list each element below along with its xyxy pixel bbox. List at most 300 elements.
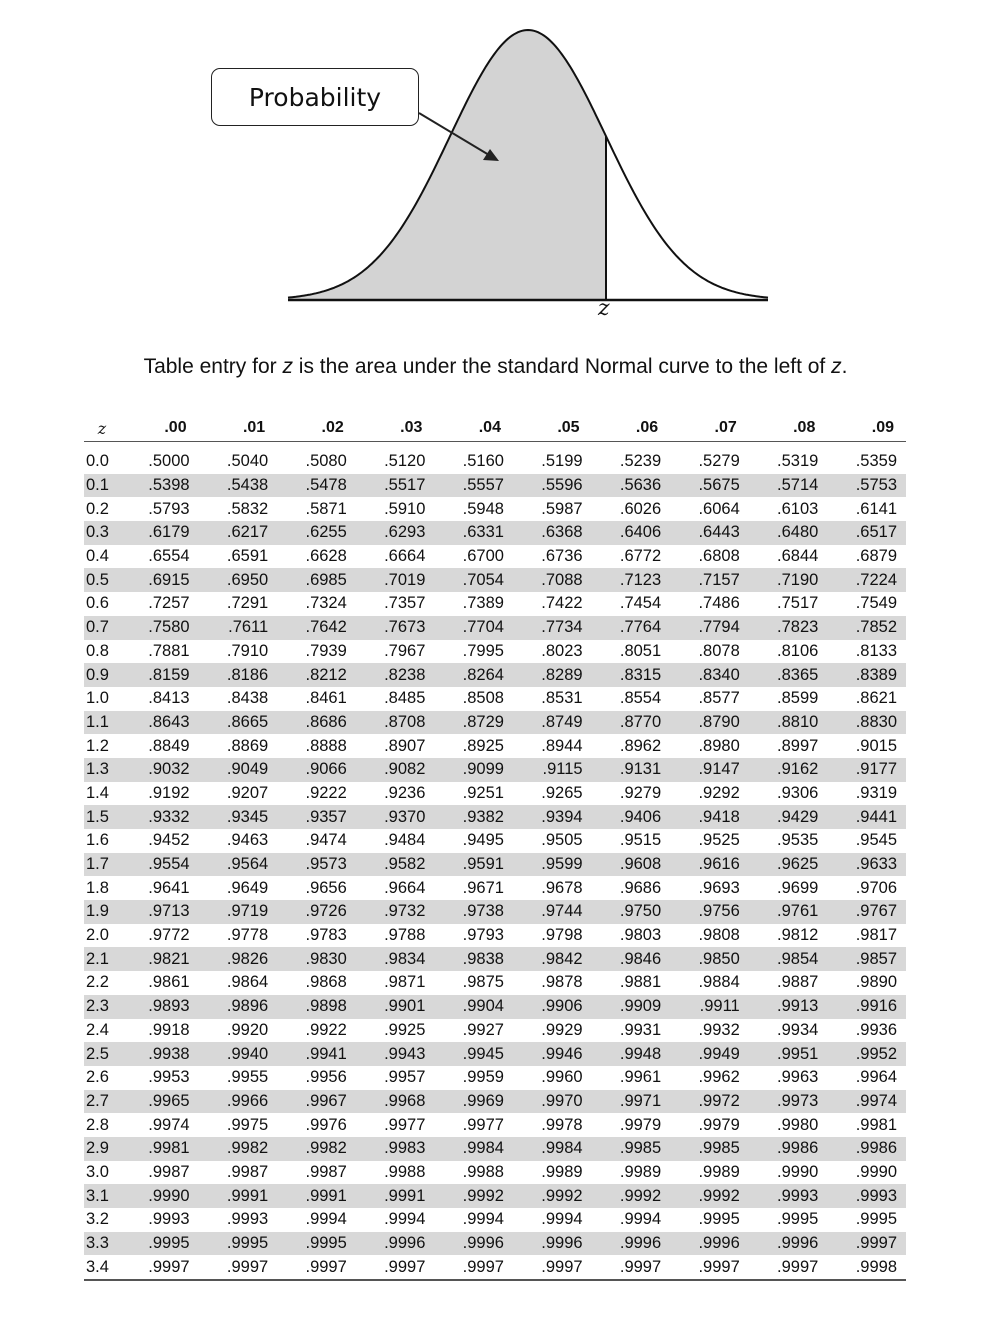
table-cell: .9967 [277, 1090, 356, 1114]
table-cell: .9778 [226, 926, 269, 945]
table-row [84, 924, 906, 948]
table-cell: .8621 [855, 689, 897, 708]
table-cell: .9222 [305, 783, 347, 802]
table-cell: .8577 [698, 689, 740, 708]
table-cell: .8315 [592, 663, 671, 687]
table-cell: .7517 [777, 594, 819, 613]
table-cell: .9265 [541, 783, 583, 802]
table-row [84, 545, 906, 569]
table-cell: .9115 [513, 758, 592, 782]
table-cell: .9842 [513, 947, 592, 971]
table-row [84, 995, 906, 1019]
table-cell: .9953 [148, 1068, 190, 1087]
table-cell: .9656 [305, 878, 347, 897]
table-cell: .6736 [541, 547, 583, 566]
table-cell: .7673 [356, 616, 435, 640]
table-cell: .9732 [356, 900, 435, 924]
table-cell: .5636 [592, 474, 671, 498]
row-z-value: 0.5 [84, 568, 120, 592]
row-z-value: 1.5 [84, 805, 120, 829]
row-z-value: 1.0 [86, 689, 109, 708]
table-cell: .9996 [434, 1232, 513, 1256]
table-cell: .9357 [277, 805, 356, 829]
table-cell: .9808 [698, 926, 740, 945]
row-z-value: 1.7 [84, 853, 120, 877]
table-cell: .9767 [827, 900, 906, 924]
table-cell: .9756 [670, 900, 749, 924]
table-cell: .9982 [277, 1137, 356, 1161]
table-cell: .6331 [434, 521, 513, 545]
row-z-value: 2.5 [84, 1042, 120, 1066]
table-row [84, 947, 906, 971]
table-cell: .9940 [199, 1042, 278, 1066]
table-cell: .9990 [777, 1162, 819, 1181]
table-cell: .9959 [462, 1068, 504, 1087]
table-cell: .9991 [356, 1184, 435, 1208]
table-cell: .9750 [592, 900, 671, 924]
table-row [84, 1208, 906, 1232]
table-cell: .9927 [462, 1020, 504, 1039]
z-table [84, 415, 906, 1281]
table-cell: .8051 [619, 641, 662, 660]
header-col: .04 [434, 415, 513, 442]
table-cell: .9994 [384, 1210, 426, 1229]
table-cell: .9846 [592, 947, 671, 971]
row-z-value: 1.9 [84, 900, 120, 924]
table-cell: .5120 [384, 452, 426, 471]
table-cell: .9979 [619, 1115, 662, 1134]
table-cell: .6443 [670, 521, 749, 545]
table-cell: .8869 [226, 736, 269, 755]
table-cell: .9803 [619, 926, 662, 945]
table-row [84, 521, 906, 545]
table-row [84, 1184, 906, 1208]
table-cell: .9909 [592, 995, 671, 1019]
table-cell: .9406 [592, 805, 671, 829]
table-cell: .8133 [855, 641, 897, 660]
table-row [84, 711, 906, 735]
table-cell: .9686 [619, 878, 662, 897]
table-cell: .9984 [434, 1137, 513, 1161]
table-cell: .9332 [120, 805, 199, 829]
header-col: .02 [277, 415, 356, 442]
table-cell: .8708 [356, 711, 435, 735]
table-cell: .7823 [749, 616, 828, 640]
table-cell: .9901 [356, 995, 435, 1019]
table-cell: .5910 [384, 499, 426, 518]
row-z-value: 1.3 [84, 758, 120, 782]
table-cell: .8238 [356, 663, 435, 687]
table-cell: .7454 [619, 594, 662, 613]
table-cell: .8790 [670, 711, 749, 735]
table-cell: .5948 [462, 499, 504, 518]
table-cell: .9962 [698, 1068, 740, 1087]
table-row [84, 1255, 906, 1280]
table-cell: .9893 [120, 995, 199, 1019]
table-cell: .6293 [356, 521, 435, 545]
table-cell: .9147 [670, 758, 749, 782]
table-cell: .9993 [827, 1184, 906, 1208]
table-cell: .9826 [199, 947, 278, 971]
table-cell: .9934 [777, 1020, 819, 1039]
row-z-value: 1.8 [86, 878, 109, 897]
table-row [84, 1090, 906, 1114]
table-cell: .9706 [855, 878, 897, 897]
table-cell: .9995 [120, 1232, 199, 1256]
header-col: .07 [670, 415, 749, 442]
table-cell: .6517 [827, 521, 906, 545]
table-row [84, 805, 906, 829]
table-cell: .9418 [670, 805, 749, 829]
table-cell: .9979 [698, 1115, 740, 1134]
table-cell: .9319 [855, 783, 897, 802]
row-z-value: 0.1 [84, 474, 120, 498]
table-cell: .9997 [513, 1255, 592, 1280]
table-cell: .5000 [148, 452, 190, 471]
z-axis-label: z [598, 296, 610, 321]
table-cell: .9994 [541, 1210, 583, 1229]
table-cell: .9082 [356, 758, 435, 782]
table-cell: .9963 [777, 1068, 819, 1087]
table-cell: .9991 [199, 1184, 278, 1208]
table-cell: .5871 [305, 499, 347, 518]
table-cell: .6985 [277, 568, 356, 592]
row-z-value: 0.7 [84, 616, 120, 640]
table-row [84, 616, 906, 640]
table-cell: .9993 [226, 1210, 269, 1229]
table-cell: .9995 [855, 1210, 897, 1229]
table-cell: .9992 [513, 1184, 592, 1208]
table-row [84, 1066, 906, 1090]
caption-text-2: is the area under the standard Normal curve to the left of [292, 355, 832, 378]
table-cell: .9961 [619, 1068, 662, 1087]
row-z-value: 3.3 [84, 1232, 120, 1256]
row-z-value: 0.2 [86, 499, 109, 518]
table-cell: .9973 [749, 1090, 828, 1114]
table-cell: .7389 [462, 594, 504, 613]
table-cell: .8461 [305, 689, 347, 708]
table-cell: .9699 [777, 878, 819, 897]
table-row [84, 1161, 906, 1185]
table-cell: .9633 [827, 853, 906, 877]
table-cell: .9664 [384, 878, 426, 897]
table-cell: .8810 [749, 711, 828, 735]
table-cell: .7422 [541, 594, 583, 613]
table-cell: .9966 [199, 1090, 278, 1114]
table-row [84, 782, 906, 806]
normal-curve-figure [0, 0, 991, 340]
row-z-value: 3.2 [86, 1210, 109, 1229]
table-cell: .9980 [777, 1115, 819, 1134]
table-cell: .5160 [462, 452, 504, 471]
table-cell: .9726 [277, 900, 356, 924]
table-cell: .9994 [619, 1210, 662, 1229]
table-cell: .5753 [827, 474, 906, 498]
table-cell: .7704 [434, 616, 513, 640]
table-cell: .5359 [855, 452, 897, 471]
header-col: .01 [199, 415, 278, 442]
table-cell: .9394 [513, 805, 592, 829]
caption-z-1: z [282, 355, 293, 378]
table-cell: .9974 [148, 1115, 190, 1134]
table-cell: .9993 [749, 1184, 828, 1208]
table-cell: .8599 [777, 689, 819, 708]
table-cell: .8340 [670, 663, 749, 687]
table-cell: .9887 [777, 973, 819, 992]
table-cell: .5239 [619, 452, 662, 471]
table-row [84, 1113, 906, 1137]
table-cell: .8508 [462, 689, 504, 708]
row-z-value: 2.1 [84, 947, 120, 971]
table-cell: .9983 [356, 1137, 435, 1161]
row-z-value: 0.0 [86, 452, 109, 471]
table-cell: .8289 [513, 663, 592, 687]
table-cell: .9744 [513, 900, 592, 924]
table-cell: .9995 [199, 1232, 278, 1256]
table-cell: .7291 [226, 594, 269, 613]
table-cell: .9495 [462, 831, 504, 850]
table-cell: .9830 [277, 947, 356, 971]
table-cell: .8365 [749, 663, 828, 687]
caption-text-3: . [841, 355, 848, 378]
table-cell: .6179 [120, 521, 199, 545]
table-row [84, 758, 906, 782]
table-cell: .9982 [199, 1137, 278, 1161]
table-cell: .7794 [670, 616, 749, 640]
table-cell: .9997 [277, 1255, 356, 1280]
table-cell: .9608 [592, 853, 671, 877]
table-cell: .8438 [226, 689, 269, 708]
table-cell: .9279 [619, 783, 662, 802]
table-cell: .5199 [541, 452, 583, 471]
table-cell: .6103 [777, 499, 819, 518]
table-cell: .8997 [777, 736, 819, 755]
table-cell: .8212 [277, 663, 356, 687]
row-z-value: 0.6 [86, 594, 109, 613]
table-cell: .9918 [148, 1020, 190, 1039]
row-z-value: 2.7 [84, 1090, 120, 1114]
table-cell: .7642 [277, 616, 356, 640]
table-cell: .8413 [148, 689, 190, 708]
table-cell: .9976 [305, 1115, 347, 1134]
table-cell: .5319 [777, 452, 819, 471]
table-cell: .6255 [277, 521, 356, 545]
table-cell: .8078 [698, 641, 740, 660]
table-cell: .9834 [356, 947, 435, 971]
table-cell: .9997 [120, 1255, 199, 1280]
table-cell: .9987 [148, 1162, 190, 1181]
table-cell: .5040 [226, 452, 269, 471]
table-cell: .6406 [592, 521, 671, 545]
table-cell: .9974 [827, 1090, 906, 1114]
table-cell: .9978 [541, 1115, 583, 1134]
table-row [84, 1042, 906, 1066]
table-cell: .8186 [199, 663, 278, 687]
table-cell: .9990 [855, 1162, 897, 1181]
table-cell: .9772 [148, 926, 190, 945]
table-cell: .6141 [855, 499, 897, 518]
table-cell: .9951 [749, 1042, 828, 1066]
table-cell: .6217 [199, 521, 278, 545]
table-cell: .9948 [592, 1042, 671, 1066]
table-cell: .7257 [148, 594, 190, 613]
table-row [84, 592, 906, 616]
table-cell: .9994 [305, 1210, 347, 1229]
table-cell: .7357 [384, 594, 426, 613]
table-cell: .7967 [384, 641, 426, 660]
table-cell: .5832 [226, 499, 269, 518]
table-cell: .9868 [305, 973, 347, 992]
table-cell: .8907 [384, 736, 426, 755]
table-cell: .8980 [698, 736, 740, 755]
table-cell: .7995 [462, 641, 504, 660]
table-cell: .9996 [513, 1232, 592, 1256]
table-cell: .9582 [356, 853, 435, 877]
table-cell: .9177 [827, 758, 906, 782]
table-cell: .6700 [462, 547, 504, 566]
caption-z-2: z [831, 355, 842, 378]
normal-curve-graphic [0, 0, 991, 340]
table-cell: .9964 [855, 1068, 897, 1087]
row-z-value: 2.8 [86, 1115, 109, 1134]
table-cell: .9997 [592, 1255, 671, 1280]
table-cell: .9993 [148, 1210, 190, 1229]
table-cell: .9871 [384, 973, 426, 992]
table-cell: .9987 [305, 1162, 347, 1181]
header-col: .06 [592, 415, 671, 442]
table-cell: .9429 [749, 805, 828, 829]
table-cell: .9997 [434, 1255, 513, 1280]
table-cell: .9761 [749, 900, 828, 924]
table-cell: .9992 [670, 1184, 749, 1208]
table-cell: .9641 [148, 878, 190, 897]
table-cell: .8849 [148, 736, 190, 755]
row-z-value: 2.2 [86, 973, 109, 992]
table-cell: .9207 [226, 783, 269, 802]
table-cell: .9984 [513, 1137, 592, 1161]
table-cell: .9713 [120, 900, 199, 924]
table-cell: .8665 [199, 711, 278, 735]
table-cell: .9838 [434, 947, 513, 971]
table-cell: .9066 [277, 758, 356, 782]
header-col: .00 [120, 415, 199, 442]
row-z-value: 2.6 [86, 1068, 109, 1087]
table-cell: .9236 [384, 783, 426, 802]
row-z-value: 1.4 [86, 783, 109, 802]
table-row [84, 663, 906, 687]
table-cell: .9591 [434, 853, 513, 877]
table-cell: .7734 [513, 616, 592, 640]
table-cell: .9995 [777, 1210, 819, 1229]
table-cell: .5398 [120, 474, 199, 498]
table-cell: .9956 [305, 1068, 347, 1087]
table-cell: .7190 [749, 568, 828, 592]
table-cell: .9793 [462, 926, 504, 945]
header-col: .03 [356, 415, 435, 442]
row-z-value: 0.4 [86, 547, 109, 566]
table-cell: .9996 [592, 1232, 671, 1256]
table-cell: .9875 [462, 973, 504, 992]
row-z-value: 1.1 [84, 711, 120, 735]
table-cell: .9678 [541, 878, 583, 897]
table-cell: .9945 [434, 1042, 513, 1066]
table-cell: .9821 [120, 947, 199, 971]
table-cell: .9985 [670, 1137, 749, 1161]
table-cell: .7486 [698, 594, 740, 613]
table-cell: .7054 [434, 568, 513, 592]
table-cell: .9990 [120, 1184, 199, 1208]
table-cell: .6591 [226, 547, 269, 566]
table-cell: .6950 [199, 568, 278, 592]
table-cell: .8686 [277, 711, 356, 735]
table-cell: .9625 [749, 853, 828, 877]
row-z-value: 2.9 [84, 1137, 120, 1161]
table-cell: .9861 [148, 973, 190, 992]
table-cell: .7088 [513, 568, 592, 592]
table-cell: .9996 [749, 1232, 828, 1256]
table-cell: .9960 [541, 1068, 583, 1087]
table-cell: .9985 [592, 1137, 671, 1161]
table-cell: .9515 [619, 831, 662, 850]
table-cell: .8830 [827, 711, 906, 735]
table-cell: .9535 [777, 831, 819, 850]
row-z-value: 0.9 [84, 663, 120, 687]
table-cell: .7324 [305, 594, 347, 613]
table-cell: .9906 [513, 995, 592, 1019]
table-cell: .7157 [670, 568, 749, 592]
table-cell: .9798 [541, 926, 583, 945]
table-row [84, 568, 906, 592]
table-cell: .9989 [698, 1162, 740, 1181]
table-cell: .8554 [619, 689, 662, 708]
table-row [84, 474, 906, 498]
table-cell: .9992 [592, 1184, 671, 1208]
table-cell: .7224 [827, 568, 906, 592]
table-cell: .9957 [384, 1068, 426, 1087]
row-z-value: 1.2 [86, 736, 109, 755]
table-cell: .8023 [541, 641, 583, 660]
table-cell: .9969 [434, 1090, 513, 1114]
table-cell: .9971 [592, 1090, 671, 1114]
table-cell: .8962 [619, 736, 662, 755]
table-cell: .9997 [199, 1255, 278, 1280]
table-cell: .6554 [148, 547, 190, 566]
table-cell: .5557 [434, 474, 513, 498]
table-cell: .9925 [384, 1020, 426, 1039]
table-cell: .6628 [305, 547, 347, 566]
table-row [84, 876, 906, 900]
table-row [84, 687, 906, 711]
table-cell: .9922 [305, 1020, 347, 1039]
table-cell: .9564 [199, 853, 278, 877]
table-cell: .9975 [226, 1115, 269, 1134]
table-cell: .9997 [749, 1255, 828, 1280]
row-z-value: 1.6 [86, 831, 109, 850]
table-cell: .9864 [226, 973, 269, 992]
table-cell: .9977 [384, 1115, 426, 1134]
table-row [84, 442, 906, 474]
table-cell: .9986 [749, 1137, 828, 1161]
table-cell: .9616 [670, 853, 749, 877]
table-cell: .9878 [541, 973, 583, 992]
table-cell: .9131 [592, 758, 671, 782]
table-cell: .9995 [698, 1210, 740, 1229]
table-cell: .9505 [541, 831, 583, 850]
table-cell: .9932 [698, 1020, 740, 1039]
table-cell: .9988 [384, 1162, 426, 1181]
table-cell: .9857 [827, 947, 906, 971]
table-cell: .9986 [827, 1137, 906, 1161]
